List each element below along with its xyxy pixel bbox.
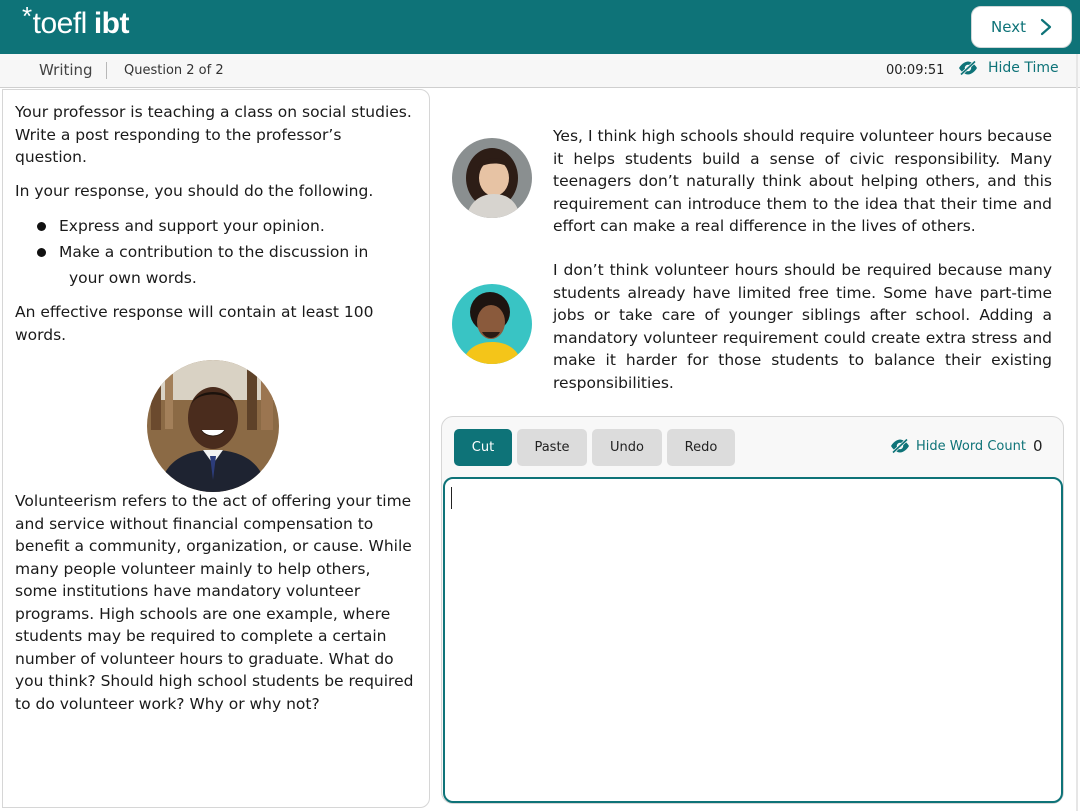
instruction-list [35, 213, 405, 291]
length-note: An effective response will contain at least 100 words. [15, 303, 374, 344]
word-count: 0 [1033, 437, 1043, 455]
section-name: Writing [39, 61, 93, 79]
logo-ibt: ibt [93, 7, 129, 40]
list-item: Make a contribution to the discussion in [35, 239, 405, 265]
eye-slash-icon [890, 438, 910, 454]
logo-toefl: toefl [32, 7, 87, 40]
toefl-ibt-logo [22, 1, 129, 41]
undo-button[interactable]: Undo [592, 429, 662, 466]
student-2-avatar [452, 284, 532, 364]
prompt-panel [2, 89, 430, 808]
cut-button[interactable]: Cut [454, 429, 512, 466]
response-editor [441, 416, 1064, 804]
list-item-continued: your own words. [69, 269, 197, 287]
student-1-post: Yes, I think high schools should require volunteer hours because it helps students build a sense of civic responsibility. Many teenagers don’t naturally think about helping others, and this requirement can introduce them to the idea that their time and effort can make a real difference in the lives of others. [553, 127, 1052, 235]
professor-question: Volunteerism refers to the act of offering your time and service without financial compensation to benefit a community, organization, or cause. While many people volunteer mainly to help others, some institutions have mandatory volunteer programs. High schools are one example, where students may be required to complete a certain number of volunteer hours to graduate. What do you think? Should high school students be required to do volunteer work? Why or why not? [15, 492, 414, 713]
prompt-intro: Your professor is teaching a class on social studies. Write a post responding to the professor’s question. [15, 103, 412, 166]
next-button-label: Next [991, 18, 1026, 36]
hide-time-label: Hide Time [988, 60, 1059, 76]
next-button[interactable] [971, 6, 1072, 48]
student-1-avatar [452, 138, 532, 218]
logo-asterisk: * [22, 1, 32, 31]
response-textarea[interactable] [443, 477, 1063, 803]
divider [106, 62, 107, 79]
status-bar [0, 54, 1080, 88]
header-bar [0, 0, 1080, 54]
redo-button[interactable]: Redo [667, 429, 735, 466]
window-edge [1076, 54, 1078, 811]
list-item: Express and support your opinion. [35, 213, 405, 239]
chevron-right-icon [1040, 18, 1052, 36]
timer: 00:09:51 [886, 63, 945, 78]
professor-avatar [147, 360, 279, 492]
text-caret [451, 487, 452, 509]
student-2-post: I don’t think volunteer hours should be required because many students already have limited free time. Some have part-time jobs or take care of younger siblings after school. Adding a mandatory volunteer requirement could create extra stress and make it harder for those students to balance their existing responsibilities. [553, 261, 1052, 392]
hide-word-count-button[interactable] [890, 438, 1026, 454]
prompt-instruction: In your response, you should do the following. [15, 182, 374, 200]
paste-button[interactable]: Paste [517, 429, 587, 466]
question-counter: Question 2 of 2 [124, 63, 224, 78]
eye-slash-icon [958, 60, 978, 76]
hide-time-button[interactable] [958, 60, 1059, 76]
hide-word-count-label: Hide Word Count [916, 438, 1026, 454]
